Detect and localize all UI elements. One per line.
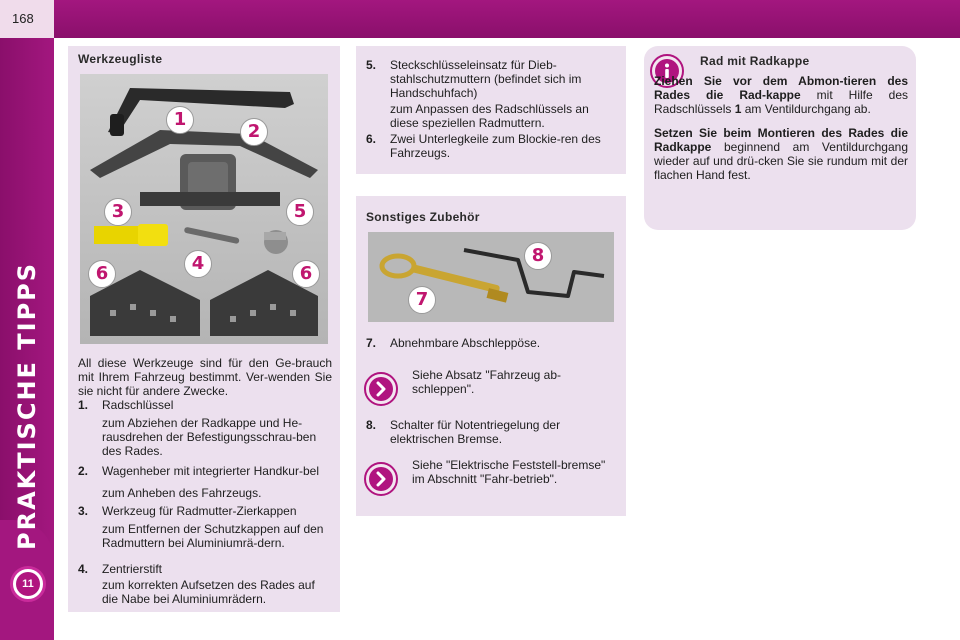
chevron-right-icon <box>364 372 398 406</box>
chevron-right-icon <box>364 462 398 496</box>
info-paragraph-1 <box>654 74 908 116</box>
info-p2-bold: Setzen Sie beim Montieren des Rades die Radkappe <box>654 126 908 154</box>
item-number: 6. <box>366 132 377 146</box>
item-text: Steckschlüsseleinsatz für Dieb-stahlschutzmuttern (befindet sich im Handschuhfach) <box>390 58 582 100</box>
header-bar <box>0 0 960 38</box>
tools-photo <box>80 74 328 344</box>
accessories-photo <box>368 232 614 322</box>
info-paragraph-2 <box>654 126 908 182</box>
info-title: Rad mit Radkappe <box>700 54 810 68</box>
see-reference: Siehe Absatz "Fahrzeug ab-schleppen". <box>412 368 562 396</box>
item-title: Radschlüssel <box>102 398 174 412</box>
item-desc: zum Anheben des Fahrzeugs. <box>102 486 262 500</box>
info-p1-rest: mit Hilfe des Radschlüssels <box>654 88 908 116</box>
accessories-panel <box>356 196 626 516</box>
item-number: 4. <box>78 562 89 576</box>
item-desc: zum Abziehen der Radkappe und He-rausdrehen der Befestigungsschrau-ben des Rades. <box>102 416 317 458</box>
callout-2: 2 <box>240 118 268 146</box>
chapter-number: 11 <box>16 572 40 596</box>
callout-3: 3 <box>104 198 132 226</box>
info-panel <box>644 46 916 230</box>
see-reference: Siehe "Elektrische Feststell-bremse" im Abschnitt "Fahr-betrieb". <box>412 458 606 486</box>
item-text: Abnehmbare Abschleppöse. <box>390 336 541 350</box>
item-title: Zentrierstift <box>102 562 163 576</box>
item-number: 8. <box>366 418 377 432</box>
item-number: 5. <box>366 58 377 72</box>
callout-6-right: 6 <box>292 260 320 288</box>
item-title: Werkzeug für Radmutter-Zierkappen <box>102 504 297 518</box>
callout-7: 7 <box>408 286 436 314</box>
callout-1: 1 <box>166 106 194 134</box>
item-text: Schalter für Notentriegelung der elektrischen Bremse. <box>390 418 561 446</box>
callout-8: 8 <box>524 242 552 270</box>
chapter-title: PRAKTISCHE TIPPS <box>13 261 41 550</box>
callout-6-left: 6 <box>88 260 116 288</box>
callout-5: 5 <box>286 198 314 226</box>
item-text: Zwei Unterlegkeile zum Blockie-ren des Fahrzeugs. <box>390 132 601 160</box>
info-p1-tail: am Ventildurchgang ab. <box>741 102 871 116</box>
item-title: Wagenheber mit integrierter Handkur-bel <box>102 464 319 478</box>
tool-list-panel <box>68 46 340 612</box>
item-number: 2. <box>78 464 89 478</box>
tool-list-heading: Werkzeugliste <box>78 52 163 66</box>
accessories-heading: Sonstiges Zubehör <box>366 210 480 224</box>
info-p1-num: 1 <box>734 102 742 116</box>
item-number: 7. <box>366 336 377 350</box>
info-p2-rest: beginnend am Ventildurchgang wieder auf und drü-cken Sie sie rundum mit der flachen Hand fest. <box>654 140 908 182</box>
tool-list-intro: All diese Werkzeuge sind für den Ge-brauch mit Ihrem Fahrzeug bestimmt. Ver-wenden Sie sie nicht für andere Zwecke. <box>78 356 332 398</box>
item-number: 1. <box>78 398 89 412</box>
page-number: 168 <box>12 11 34 26</box>
info-p1-bold: Ziehen Sie vor dem Abmon-tieren des Rades die Rad-kappe <box>654 74 908 102</box>
accessories-illustration <box>368 232 614 322</box>
item-desc: zum korrekten Aufsetzen des Rades auf die Nabe bei Aluminiumrädern. <box>102 578 315 606</box>
chapter-badge <box>10 566 46 602</box>
item-extra: zum Anpassen des Radschlüssels an diese speziellen Radmuttern. <box>390 102 589 130</box>
page-number-box <box>0 0 54 38</box>
continued-list-panel <box>356 46 626 174</box>
item-desc: zum Entfernen der Schutzkappen auf den Radmuttern bei Aluminiumrä-dern. <box>102 522 324 550</box>
callout-4: 4 <box>184 250 212 278</box>
item-number: 3. <box>78 504 89 518</box>
